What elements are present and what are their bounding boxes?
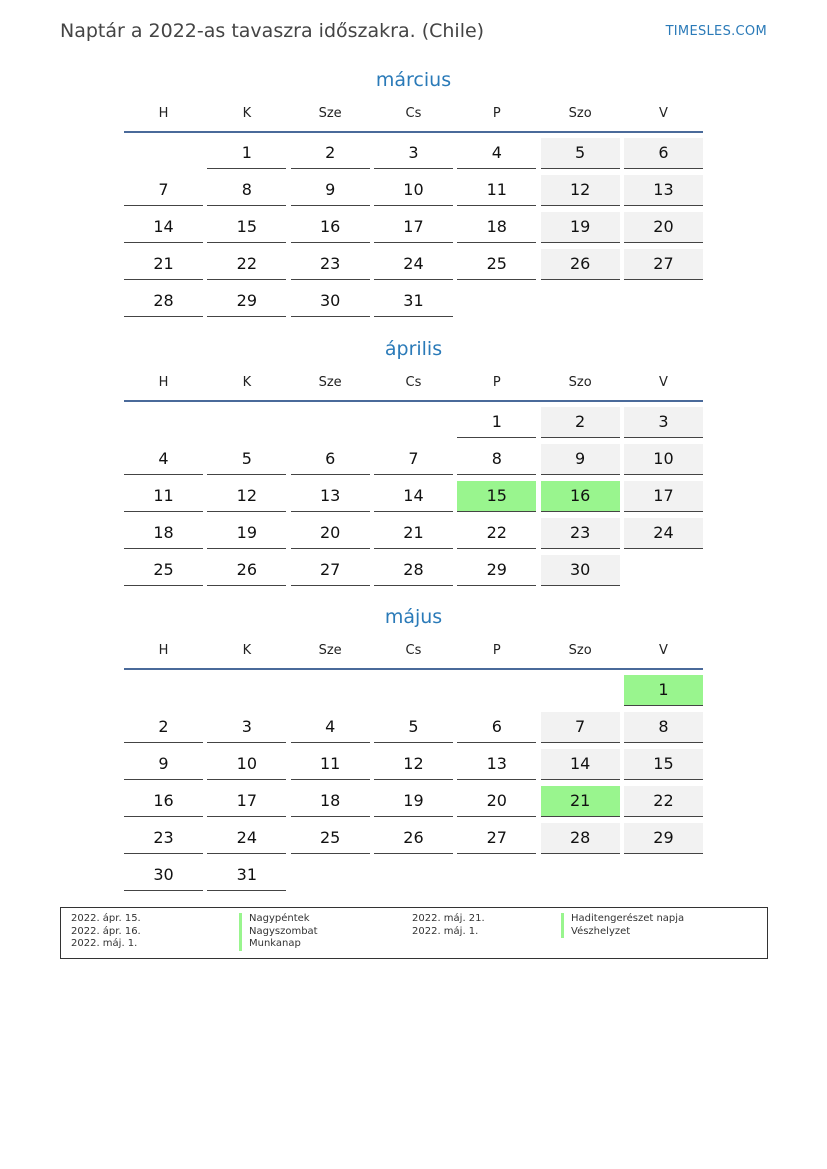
day-cell: 28 [124,286,203,317]
day-cell: 19 [374,786,453,817]
day-cell: 23 [124,823,203,854]
day-cell: 14 [541,749,620,780]
empty-day-cell [457,860,536,890]
day-cell: 8 [624,712,703,743]
empty-day-cell [291,675,370,705]
empty-day-cell [291,860,370,890]
day-cell: 21 [124,249,203,280]
day-cell: 30 [124,860,203,891]
day-cell: 3 [207,712,286,743]
legend-names-col-2 [561,913,684,938]
legend-date: 2022. máj. 1. [71,938,138,949]
weekday-header [124,374,703,402]
holiday-legend [60,907,768,959]
weekday-label: Sze [318,375,342,390]
day-cell: 24 [207,823,286,854]
empty-day-cell [624,555,703,585]
day-cell: 12 [541,175,620,206]
empty-day-cell [374,675,453,705]
day-cell: 16 [291,212,370,243]
day-cell: 17 [207,786,286,817]
day-cell: 12 [207,481,286,512]
day-cell: 11 [457,175,536,206]
weekday-label: Cs [405,106,422,121]
weekday-label: H [158,643,169,658]
day-cell: 25 [124,555,203,586]
day-cell: 2 [291,138,370,169]
weekday-label: V [659,375,668,390]
day-cell: 10 [207,749,286,780]
weekday-label: Szo [568,106,592,121]
holiday-day-cell: 15 [457,481,536,512]
day-cell: 7 [124,175,203,206]
day-cell: 27 [624,249,703,280]
day-cell: 24 [374,249,453,280]
month-title: április [384,338,443,360]
holiday-day-cell: 1 [624,675,703,706]
day-cell: 13 [291,481,370,512]
day-cell: 14 [124,212,203,243]
empty-day-cell [374,860,453,890]
days-grid [124,407,703,592]
day-cell: 26 [541,249,620,280]
day-cell: 3 [624,407,703,438]
weekday-label: Sze [318,106,342,121]
empty-day-cell [457,286,536,316]
day-cell: 20 [291,518,370,549]
empty-day-cell [124,407,203,437]
day-cell: 23 [541,518,620,549]
legend-name: Munkanap [239,938,318,951]
weekday-header [124,642,703,670]
day-cell: 19 [541,212,620,243]
empty-day-cell [124,138,203,168]
day-cell: 31 [374,286,453,317]
day-cell: 29 [624,823,703,854]
day-cell: 22 [207,249,286,280]
weekday-header [124,105,703,133]
legend-names-col-1 [239,913,318,951]
legend-dates-col-2 [412,913,485,938]
day-cell: 31 [207,860,286,891]
day-cell: 5 [374,712,453,743]
day-cell: 18 [457,212,536,243]
day-cell: 28 [374,555,453,586]
day-cell: 4 [291,712,370,743]
day-cell: 6 [291,444,370,475]
day-cell: 30 [291,286,370,317]
day-cell: 12 [374,749,453,780]
day-cell: 26 [207,555,286,586]
day-cell: 25 [291,823,370,854]
day-cell: 7 [541,712,620,743]
holiday-day-cell: 21 [541,786,620,817]
day-cell: 27 [291,555,370,586]
day-cell: 15 [207,212,286,243]
day-cell: 1 [207,138,286,169]
weekday-label: Cs [405,643,422,658]
day-cell: 5 [541,138,620,169]
holiday-day-cell: 16 [541,481,620,512]
day-cell: 6 [457,712,536,743]
days-grid [124,138,703,323]
empty-day-cell [207,675,286,705]
empty-day-cell [291,407,370,437]
day-cell: 13 [624,175,703,206]
day-cell: 2 [124,712,203,743]
day-cell: 13 [457,749,536,780]
day-cell: 23 [291,249,370,280]
day-cell: 21 [374,518,453,549]
legend-date: 2022. ápr. 16. [71,925,141,937]
day-cell: 9 [124,749,203,780]
day-cell: 6 [624,138,703,169]
page-title: Naptár a 2022-as tavaszra időszakra. (Chile) [60,20,485,42]
day-cell: 16 [124,786,203,817]
day-cell: 15 [624,749,703,780]
legend-date: 2022. máj. 21. [412,913,485,924]
day-cell: 2 [541,407,620,438]
day-cell: 28 [541,823,620,854]
weekday-label: H [158,375,169,390]
weekday-label: K [242,375,252,390]
day-cell: 11 [124,481,203,512]
day-cell: 7 [374,444,453,475]
weekday-label: Cs [405,375,422,390]
legend-name: Vészhelyzet [561,926,684,939]
day-cell: 29 [457,555,536,586]
day-cell: 18 [124,518,203,549]
day-cell: 24 [624,518,703,549]
day-cell: 17 [374,212,453,243]
day-cell: 14 [374,481,453,512]
empty-day-cell [457,675,536,705]
empty-day-cell [541,675,620,705]
day-cell: 22 [457,518,536,549]
weekday-label: P [492,643,501,658]
legend-name: Nagyszombat [239,926,318,939]
day-cell: 1 [457,407,536,438]
legend-name: Haditengerészet napja [561,913,684,926]
legend-name: Nagypéntek [239,913,318,926]
legend-dates-col-1 [71,913,141,951]
legend-date: 2022. ápr. 15. [71,913,141,924]
day-cell: 4 [457,138,536,169]
day-cell: 22 [624,786,703,817]
day-cell: 8 [207,175,286,206]
days-grid [124,675,703,897]
weekday-label: Szo [568,643,592,658]
weekday-label: V [659,643,668,658]
day-cell: 9 [291,175,370,206]
month-calendar [124,337,703,592]
empty-day-cell [124,675,203,705]
empty-day-cell [207,407,286,437]
empty-day-cell [624,286,703,316]
day-cell: 10 [374,175,453,206]
day-cell: 3 [374,138,453,169]
weekday-label: V [659,106,668,121]
weekday-label: Sze [318,643,342,658]
empty-day-cell [374,407,453,437]
day-cell: 11 [291,749,370,780]
weekday-label: K [242,106,252,121]
day-cell: 9 [541,444,620,475]
month-calendar [124,68,703,323]
month-title: május [384,606,443,628]
weekday-label: P [492,375,501,390]
day-cell: 26 [374,823,453,854]
empty-day-cell [624,860,703,890]
month-title: március [375,69,452,91]
brand-link[interactable]: TIMESLES.COM [665,24,767,39]
legend-date: 2022. máj. 1. [412,925,479,937]
empty-day-cell [541,860,620,890]
day-cell: 8 [457,444,536,475]
weekday-label: H [158,106,169,121]
day-cell: 30 [541,555,620,586]
empty-day-cell [541,286,620,316]
day-cell: 19 [207,518,286,549]
day-cell: 17 [624,481,703,512]
day-cell: 4 [124,444,203,475]
day-cell: 5 [207,444,286,475]
weekday-label: Szo [568,375,592,390]
weekday-label: P [492,106,501,121]
day-cell: 20 [624,212,703,243]
day-cell: 18 [291,786,370,817]
day-cell: 10 [624,444,703,475]
day-cell: 29 [207,286,286,317]
day-cell: 25 [457,249,536,280]
weekday-label: K [242,643,252,658]
month-calendar [124,605,703,897]
day-cell: 20 [457,786,536,817]
day-cell: 27 [457,823,536,854]
